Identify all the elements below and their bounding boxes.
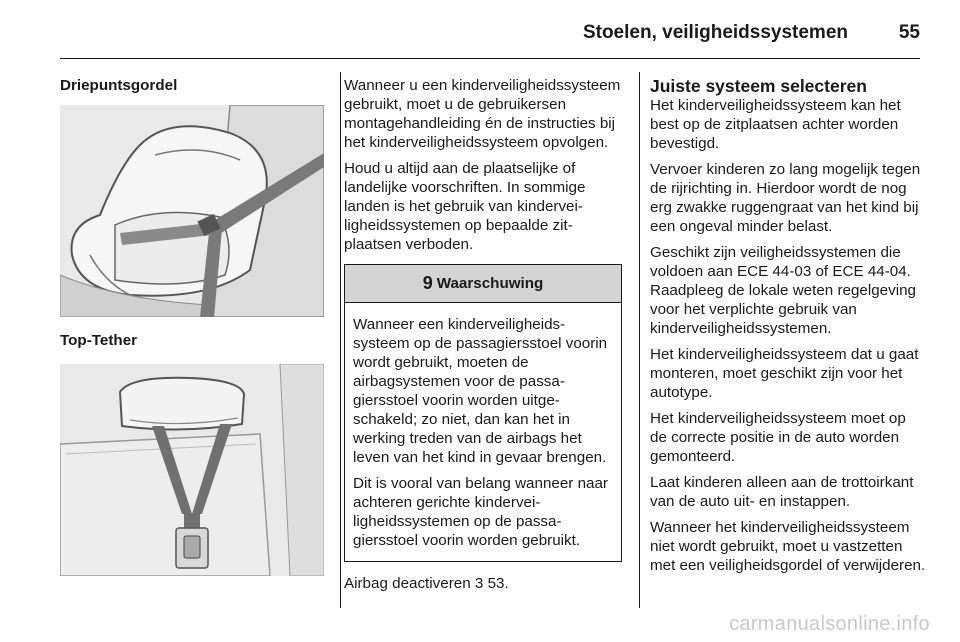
figure-child-seat-belt <box>60 105 324 317</box>
warning-paragraph-rear-facing: Dit is vooral van belang wanneer naar achteren gerichte kinderveiligheidssystemen op de passagiersstoel voorin worden gebruikt. <box>353 475 608 549</box>
page-number: 55 <box>898 22 920 43</box>
airbag-deactivation-reference <box>344 574 624 593</box>
column-instructions <box>344 76 624 600</box>
airbag-reference-text: Airbag deactiveren <box>344 575 471 592</box>
warning-body <box>345 303 621 561</box>
column-system-selection <box>650 76 926 582</box>
figure-top-tether <box>60 364 324 576</box>
paragraph-vehicle-type: Het kinderveiligheidssysteem dat u gaat monteren, moet geschikt zijn voor het autotype. <box>650 346 919 401</box>
caption-top-tether: Top-Tether <box>60 332 138 349</box>
page-title: Stoelen, veiligheidssystemen <box>582 22 848 43</box>
warning-header <box>345 265 621 303</box>
paragraph-regulations: Houd u altijd aan de plaatselijke of landelijke voorschriften. In sommige landen is het gebruik van kinderveiligheidssystemen op bepaalde zitplaatsen verboden. <box>344 160 586 253</box>
paragraph-rear-seats: Het kinderveiligheidssysteem kan het best op de zitplaatsen achter worden bevestigd. <box>650 97 901 152</box>
caption-three-point-belt: Driepuntsgordel <box>60 77 178 94</box>
warning-box <box>344 264 622 562</box>
warning-title: Waarschuwing <box>436 275 544 292</box>
column-divider-right <box>639 72 640 608</box>
top-tether-illustration <box>60 364 324 576</box>
page-reference-icon: 3 <box>474 575 484 592</box>
paragraph-correct-position: Het kinderveiligheidssysteem moet op de correcte positie in de auto worden gemonteerd. <box>650 410 906 465</box>
paragraph-usage-instructions: Wanneer u een kinderveiligheidssysteem gebruikt, moet u de gebruikersen montagehandleiding én de instructies bij het kinderveiligheidssysteem opvolgen. <box>344 77 621 151</box>
warning-triangle-icon: 9 <box>422 273 433 293</box>
warning-paragraph-airbag: Wanneer een kinderveiligheidssysteem op de passagiersstoel voorin wordt gebruikt, moeten de airbagsystemen voor de passagiersstoel voorin worden uitgeschakeld; zo niet, dan kan het in werking treden van de airbags het leven van het kind in gevaar brengen. <box>353 316 608 466</box>
column-divider-left <box>340 72 341 608</box>
paragraph-ece-standards: Geschikt zijn veiligheidssystemen die voldoen aan ECE 44-03 of ECE 44-04. Raadpleeg de lokale weten regelgeving voor het verplichte gebruik van kinderveiligheidssystemen. <box>650 244 916 337</box>
paragraph-curb-side: Laat kinderen alleen aan de trottoirkant van de auto uit- en instappen. <box>650 474 914 510</box>
column-figures <box>60 76 324 590</box>
watermark: carmanualsonline.info <box>729 613 930 635</box>
airbag-reference-page: 53. <box>487 575 509 592</box>
section-heading: Juiste systeem selecteren <box>650 76 867 96</box>
header-rule <box>60 58 920 59</box>
page-header <box>0 0 960 60</box>
paragraph-unused-system: Wanneer het kinderveiligheidssysteem niet wordt gebruikt, moet u vastzetten met een veiligheidsgordel of verwijderen. <box>650 519 926 574</box>
paragraph-rear-facing: Vervoer kinderen zo lang mogelijk tegen de rijrichting in. Hierdoor wordt de nog erg zwakke ruggengraat van het kind bij een ongeval minder belast. <box>650 161 921 235</box>
child-seat-illustration <box>60 105 324 317</box>
